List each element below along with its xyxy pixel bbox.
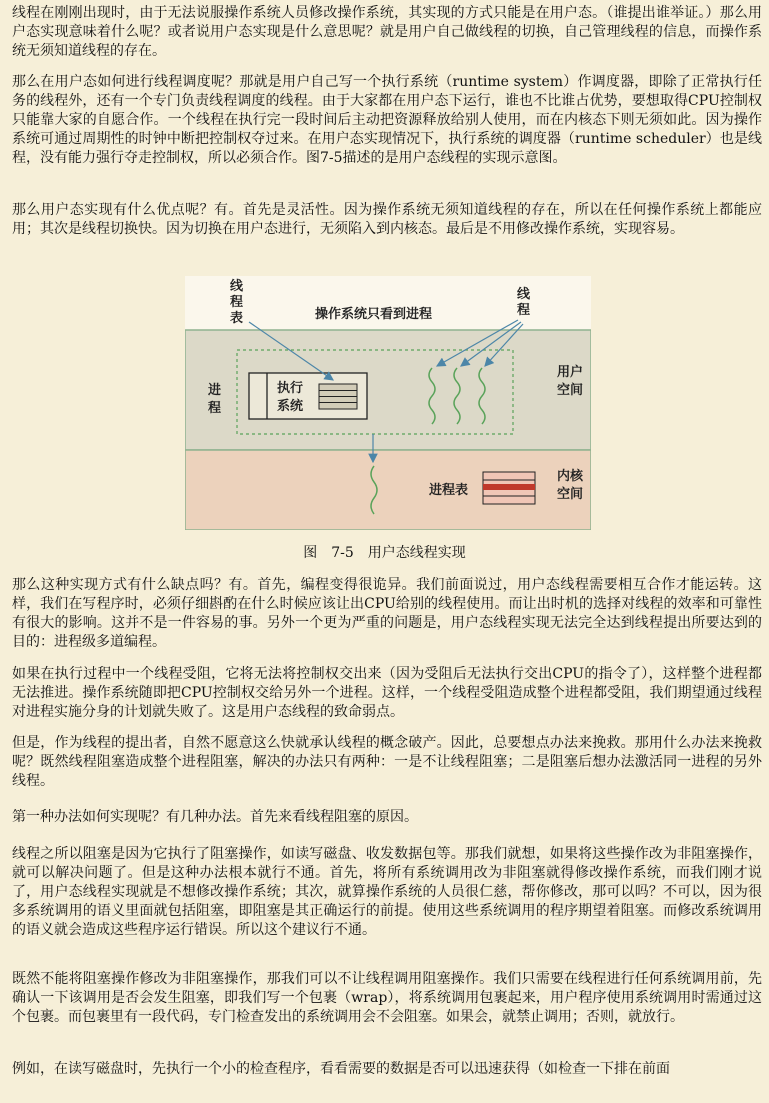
- label-os-sees-process: 操作系统只看到进程: [315, 307, 433, 322]
- figure-diagram: [185, 276, 591, 530]
- paragraph-5: 如果在执行过程中一个线程受阻，它将无法将控制权交出来（因为受阻后无法执行交出CPU的指令了），这样整个进程都无法推进。操作系统随即把CPU控制权交给另外一个进程。这样，一个线程受阻造成整个进程都受阻，我们期望通过线程对进程实施分身的计划就失败了。这是用户态线程的致命弱点。: [12, 666, 762, 720]
- figure-user-thread-implementation: [185, 276, 591, 530]
- process-table-highlight-row: [483, 484, 535, 490]
- label-process-table: 进程表: [429, 483, 469, 498]
- paragraph-1: 线程在刚刚出现时，由于无法说服操作系统人员修改操作系统，其实现的方式只能是在用户态。（谁提出谁举证。）那么用户态实现意味着什么呢？或者说用户态实现是什么意思呢？就是用户自己做线程的切换，自己管理线程的信息，而操作系统无须知道线程的存在。: [12, 5, 762, 59]
- paragraph-8: 线程之所以阻塞是因为它执行了阻塞操作，如读写磁盘、收发数据包等。那我们就想，如果将这些操作改为非阻塞操作，就可以解决问题了。但是这种办法根本就行不通。首先，将所有系统调用改为非阻塞就得修改操作系统，而我们刚才说了，用户态线程实现就是不想修改操作系统；其次，就算操作系统的人员很仁慈，帮你修改，那可以吗？不可以，因为很多系统调用的语义里面就包括阻塞，即阻塞是其正确运行的前提。使用这些系统调用的程序期望着阻塞。而修改系统调用的语义就会造成这些程序运行错误。所以这个建议行不通。: [12, 846, 762, 938]
- paragraph-7: 第一种办法如何实现呢？有几种办法。首先来看线程阻塞的原因。: [12, 809, 418, 825]
- figure-caption: 图 7-5 用户态线程实现: [303, 545, 466, 561]
- label-runtime-system: 执行系统: [277, 381, 304, 414]
- label-user-space: 用户空间: [557, 365, 584, 398]
- label-thread-table: 线程表: [230, 279, 244, 326]
- label-thread: 线程: [517, 287, 531, 318]
- label-kernel-space: 内核空间: [557, 469, 584, 502]
- paragraph-10: 例如，在读写磁盘时，先执行一个小的检查程序，看看需要的数据是否可以迅速获得（如检查一下排在前面: [12, 1061, 670, 1077]
- paragraph-3: 那么用户态实现有什么优点呢？有。首先是灵活性。因为操作系统无须知道线程的存在，所以在任何操作系统上都能应用；其次是线程切换快。因为切换在用户态进行，无须陷入到内核态。最后是不用修改操作系统，实现容易。: [12, 202, 762, 237]
- paragraph-9: 既然不能将阻塞操作修改为非阻塞操作，那我们可以不让线程调用阻塞操作。我们只需要在线程进行任何系统调用前，先确认一下该调用是否会发生阻塞，即我们写一个包裹（wrap），将系统调用包裹起来，用户程序使用系统调用时需通过这个包裹。而包裹里有一段代码，专门检查发出的系统调用会不会阻塞。如果会，就禁止调用；否则，就放行。: [12, 971, 762, 1025]
- user-space-region: [185, 330, 591, 450]
- paragraph-2: 那么在用户态如何进行线程调度呢？那就是用户自己写一个执行系统（runtime system）作调度器，即除了正常执行任务的线程外，还有一个专门负责线程调度的线程。由于大家都在用户态下运行，谁也不比谁占优势，要想取得CPU控制权只能靠大家的自愿合作。一个线程在执行完一段时间后主动把资源释放给别人使用，而在内核态下则无须如此。因为操作系统可通过周期性的时钟中断把控制权夺过来。在用户态实现情况下，执行系统的调度器（runtime scheduler）也是线程，没有能力强行夺走控制权，所以必须合作。图7-5描述的是用户态线程的实现示意图。: [12, 74, 762, 166]
- paragraph-6: 但是，作为线程的提出者，自然不愿意这么快就承认线程的概念破产。因此，总要想点办法来挽救。那用什么办法来挽救呢？既然线程阻塞造成整个进程阻塞，解决的办法只有两种：一是不让线程阻塞；二是阻塞后想办法激活同一进程的另外线程。: [12, 735, 762, 789]
- label-process: 进程: [208, 383, 222, 416]
- paragraph-4: 那么这种实现方式有什么缺点吗？有。首先，编程变得很诡异。我们前面说过，用户态线程需要相互合作才能运转。这样，我们在写程序时，必须仔细斟酌在什么时候应该让出CPU给别的线程使用。而让出时机的选择对线程的效率和可靠性有很大的影响。这并不是一件容易的事。另外一个更为严重的问题是，用户态线程实现无法完全达到线程提出所要达到的目的：进程级多道编程。: [12, 577, 762, 650]
